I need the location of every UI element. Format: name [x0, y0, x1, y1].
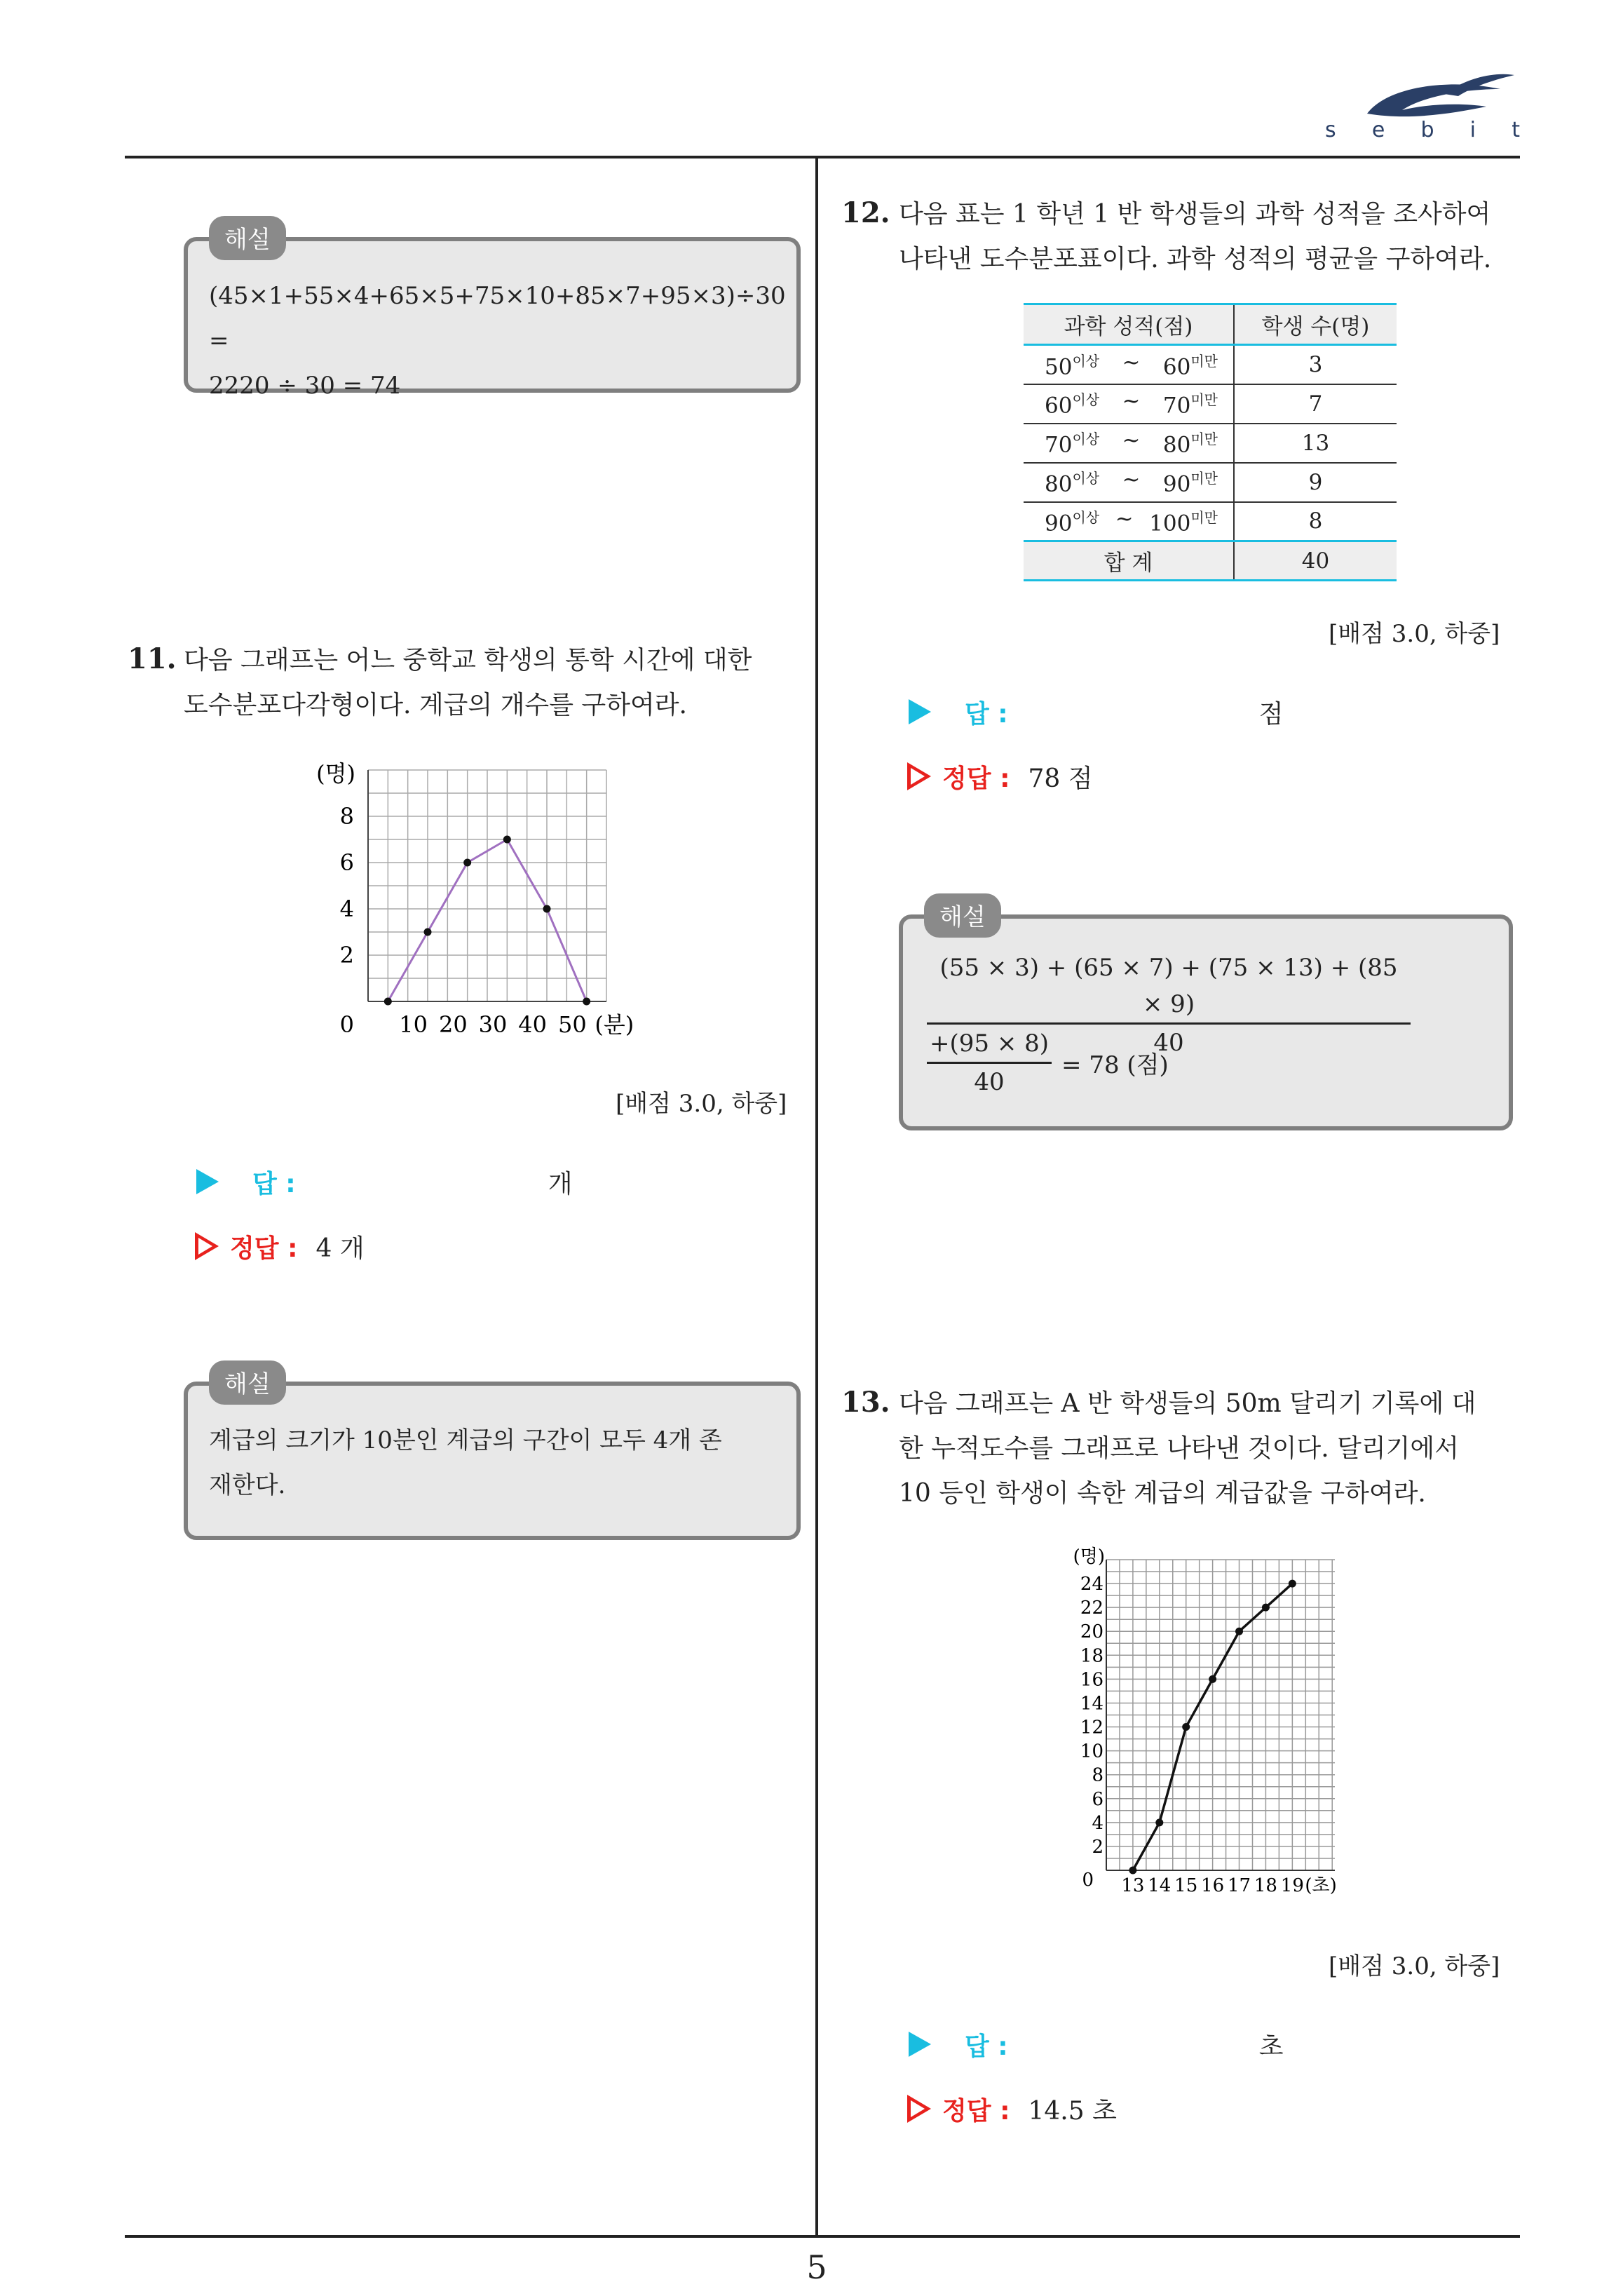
x-tick-label: 0 [339, 1011, 354, 1038]
outline-play-icon [907, 2095, 931, 2123]
y-tick-label: 2 [339, 942, 354, 968]
x-tick-label: 19 [1280, 1875, 1304, 1896]
y-tick-label: 0 [1082, 1870, 1094, 1891]
x-tick-label: 16 [1201, 1875, 1225, 1896]
data-point [1262, 1604, 1270, 1612]
q13-correct-row [907, 2091, 1117, 2126]
y-axis-label: (명) [1073, 1546, 1105, 1567]
solution-line: 2220 ÷ 30 = 74 [209, 372, 401, 400]
count-cell: 3 [1234, 345, 1397, 384]
data-point [463, 859, 471, 867]
q11-question: 다음 그래프는 어느 중학교 학생의 통학 시간에 대한 도수분포다각형이다. 계급의 개수를 구하여라. [184, 646, 752, 720]
count-cell: 13 [1234, 424, 1397, 463]
data-point [583, 998, 590, 1006]
x-tick-label: 17 [1227, 1875, 1251, 1896]
y-tick-label: 2 [1092, 1836, 1103, 1858]
data-point [1155, 1818, 1163, 1826]
range-cell: $60^{이상}$ ~ $70^{미만}$ [1024, 384, 1234, 424]
q12-frequency-table [1024, 303, 1397, 581]
y-tick-label: 8 [339, 803, 354, 830]
brand-letter: i [1469, 118, 1478, 142]
play-icon [909, 699, 931, 724]
q11-frequency-polygon [308, 757, 687, 1038]
x-tick-label: 20 [438, 1011, 468, 1038]
y-tick-label: 4 [339, 896, 354, 922]
table-row [1024, 345, 1397, 384]
y-tick-label: 16 [1080, 1669, 1103, 1691]
data-point [424, 928, 432, 936]
range-cell: $80^{이상}$ ~ $90^{미만}$ [1024, 463, 1234, 502]
x-tick-label: 18 [1254, 1875, 1277, 1896]
brand-letter: b [1420, 118, 1436, 142]
x-axis-label: (분) [595, 1011, 634, 1038]
answer-label: 답 : [965, 699, 1008, 729]
brand-letter: e [1371, 118, 1387, 142]
table-row [1024, 502, 1397, 541]
correct-label: 정답 : [942, 2096, 1010, 2126]
solution-tag: 해설 [209, 1360, 286, 1405]
x-tick-label: 13 [1121, 1875, 1145, 1896]
table-header: 학생 수(명) [1234, 304, 1397, 345]
x-tick-label: 14 [1148, 1875, 1172, 1896]
q12-correct-row [907, 759, 1093, 794]
data-point [1209, 1675, 1216, 1683]
range-cell: $70^{이상}$ ~ $80^{미만}$ [1024, 424, 1234, 463]
solution-line: 계급의 크기가 10분인 계급의 구간이 모두 4개 존 [209, 1426, 722, 1454]
correct-value: 78 점 [1028, 764, 1093, 793]
q13-number: 13. [841, 1386, 890, 1419]
data-point [1129, 1867, 1136, 1875]
y-tick-label: 6 [339, 849, 354, 876]
outline-play-icon [907, 762, 931, 790]
total-label: 합 계 [1024, 541, 1234, 581]
brand-letter: t [1512, 118, 1521, 142]
q12-number: 12. [841, 196, 890, 229]
q13-score: [배점 3.0, 하중] [1329, 1952, 1500, 1980]
q11-answer-row [196, 1164, 573, 1199]
solution-line: (45×1+55×4+65×5+75×10+85×7+95×3)÷30 = [209, 282, 786, 355]
data-point [543, 905, 551, 913]
answer-unit: 초 [1258, 2032, 1284, 2061]
play-icon [909, 2032, 931, 2057]
outline-play-icon [195, 1232, 219, 1260]
q12-question: 다음 표는 1 학년 1 반 학생들의 과학 성적을 조사하여 나타낸 도수분포표이다. 과학 성적의 평균을 구하여라. [899, 200, 1492, 274]
y-tick-label: 14 [1080, 1693, 1103, 1715]
solution-fraction: $\frac{+(95 \times 8)}{40}$ [927, 1025, 1052, 1100]
q11-number: 11. [128, 642, 177, 675]
q12-answer-row [909, 694, 1284, 729]
data-point [384, 998, 392, 1006]
q12-solution-box [899, 903, 1513, 1130]
x-tick-label: 30 [478, 1011, 508, 1038]
data-point [1235, 1628, 1243, 1635]
brand-letter: s [1325, 118, 1338, 142]
table-header: 과학 성적(점) [1024, 304, 1234, 345]
x-tick-label: 10 [399, 1011, 428, 1038]
y-tick-label: 8 [1092, 1764, 1103, 1786]
y-tick-label: 4 [1092, 1812, 1103, 1834]
correct-value: 4 개 [315, 1234, 365, 1263]
range-cell: $50^{이상}$ ~ $60^{미만}$ [1024, 345, 1234, 384]
data-point [1289, 1580, 1296, 1588]
answer-label: 답 : [252, 1169, 296, 1198]
header-rule [125, 156, 1520, 158]
y-tick-label: 6 [1092, 1788, 1103, 1810]
range-cell: $90^{이상}$ ~ $100^{미만}$ [1024, 502, 1234, 541]
q11-correct-row [195, 1229, 365, 1264]
data-point [503, 836, 511, 844]
footer-rule [125, 2235, 1520, 2238]
table-row [1024, 424, 1397, 463]
y-axis-label: (명) [316, 760, 355, 787]
solution-line: 재한다. [209, 1471, 286, 1499]
count-cell: 8 [1234, 502, 1397, 541]
play-icon [196, 1169, 219, 1194]
correct-value: 14.5 초 [1028, 2096, 1117, 2126]
correct-label: 정답 : [942, 764, 1010, 793]
count-cell: 9 [1234, 463, 1397, 502]
y-tick-label: 10 [1080, 1741, 1103, 1762]
correct-label: 정답 : [230, 1234, 298, 1263]
q13-cumulative-frequency-graph [1052, 1543, 1360, 1907]
answer-unit: 개 [548, 1169, 573, 1198]
x-tick-label: 50 [557, 1011, 587, 1038]
count-cell: 7 [1234, 384, 1397, 424]
page-number: 5 [806, 2248, 827, 2286]
q11-score: [배점 3.0, 하중] [616, 1090, 787, 1118]
q10-solution-box [184, 226, 801, 400]
column-divider [815, 158, 818, 2235]
y-tick-label: 24 [1080, 1574, 1103, 1595]
q13-answer-row [909, 2027, 1284, 2062]
solution-result: = 78 (점) [1061, 1051, 1169, 1079]
answer-unit: 점 [1258, 699, 1284, 729]
q12-score: [배점 3.0, 하중] [1329, 620, 1500, 648]
q13-question: 다음 그래프는 A 반 학생들의 50m 달리기 기록에 대 한 누적도수를 그래프로 나타낸 것이다. 달리기에서 10 등인 학생이 속한 계급의 계급값을 구하여라. [899, 1389, 1476, 1508]
y-tick-label: 20 [1080, 1621, 1103, 1643]
x-tick-label: 15 [1174, 1875, 1198, 1896]
y-tick-label: 12 [1080, 1717, 1103, 1738]
answer-label: 답 : [965, 2032, 1008, 2061]
y-tick-label: 18 [1080, 1645, 1103, 1667]
y-tick-label: 22 [1080, 1598, 1103, 1619]
solution-fraction: $\frac{(55 \times 3) + (65 \times 7) + (75 \times 13) + (85 \times 9)}{40}$ [927, 950, 1411, 1061]
solution-tag: 해설 [209, 216, 286, 260]
x-tick-label: 40 [518, 1011, 548, 1038]
solution-tag: 해설 [924, 893, 1001, 938]
table-row [1024, 384, 1397, 424]
data-point [1182, 1723, 1190, 1731]
x-axis-label: (초) [1305, 1875, 1337, 1896]
brand-text [1325, 118, 1521, 142]
table-row [1024, 463, 1397, 502]
q11-solution-box [184, 1370, 801, 1540]
total-value: 40 [1234, 541, 1397, 581]
